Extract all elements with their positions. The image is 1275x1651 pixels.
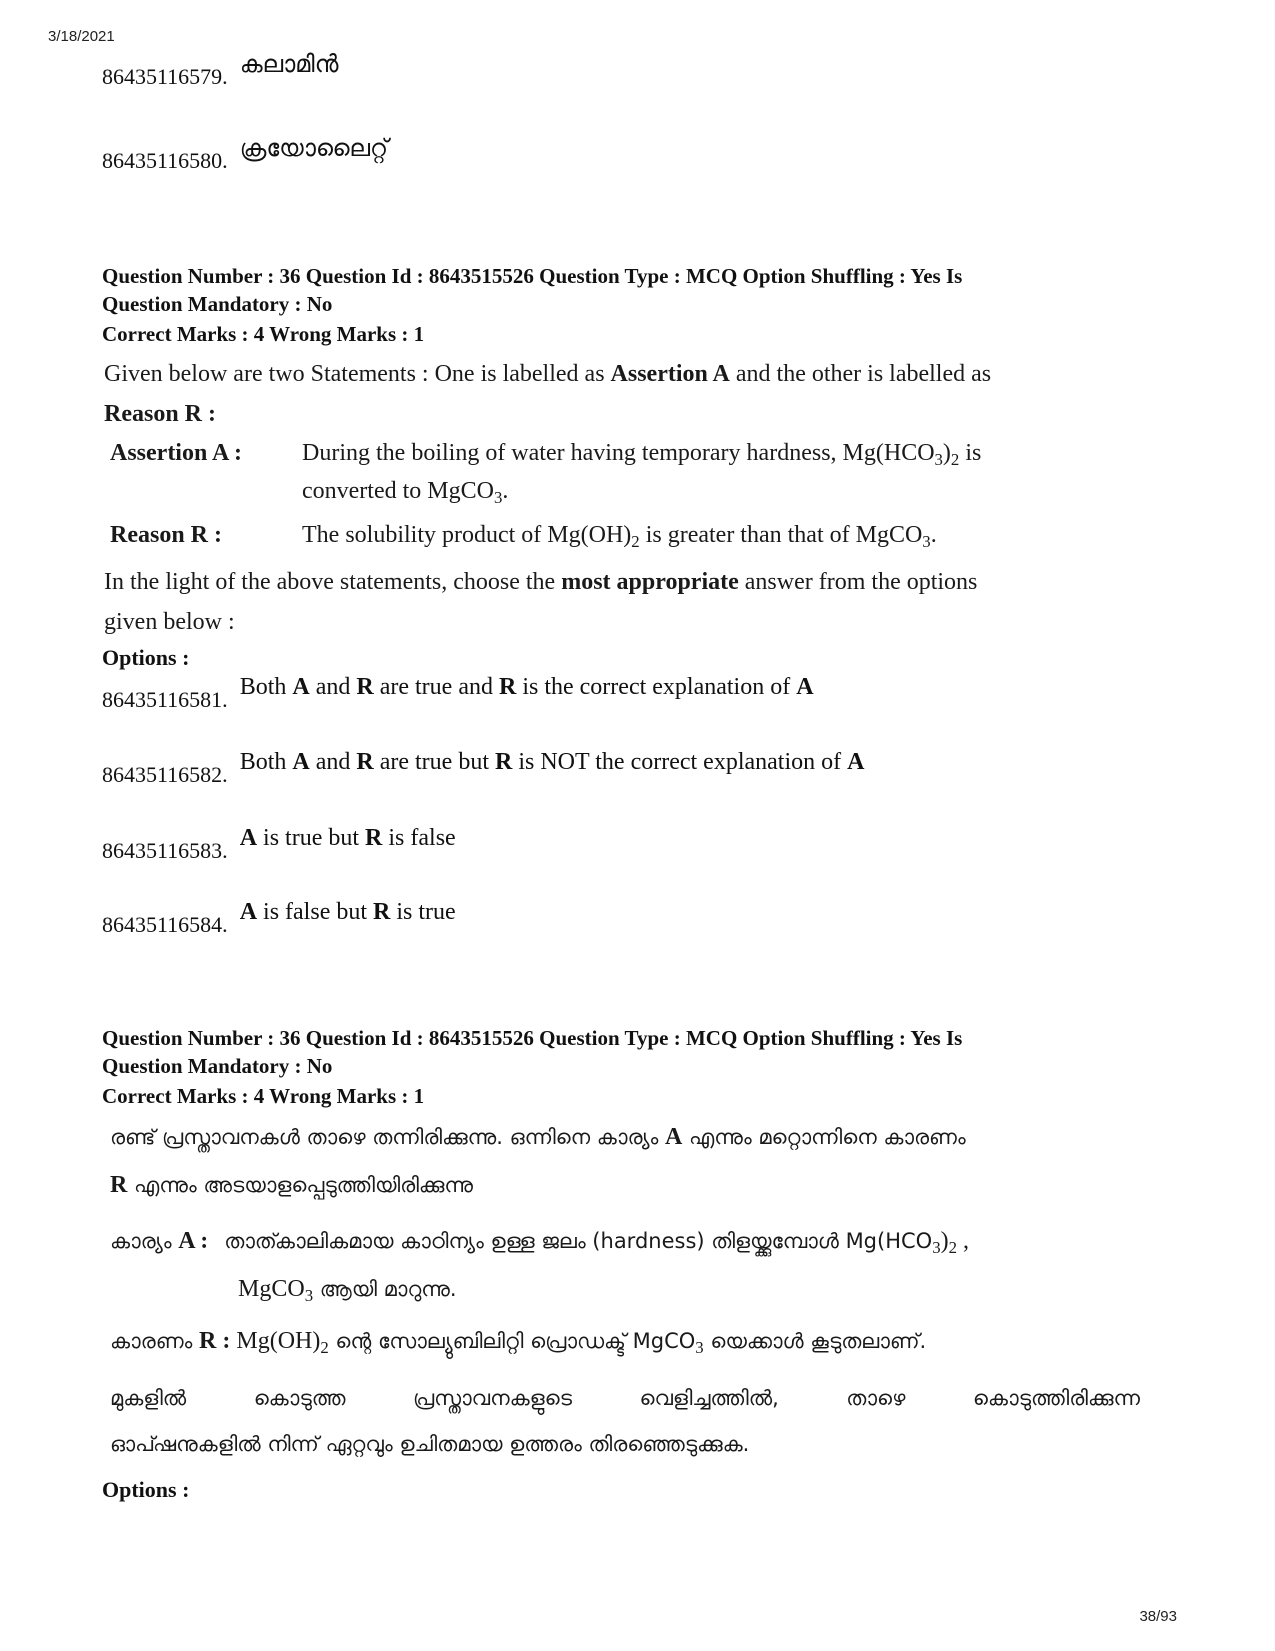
b: R — [365, 825, 383, 851]
subscript: 2 — [948, 1238, 957, 1258]
question-header — [102, 1024, 1182, 1080]
option-row — [102, 899, 456, 938]
text: ) — [942, 440, 951, 466]
text: . — [930, 522, 937, 548]
subscript: 3 — [695, 1338, 704, 1358]
b: R — [110, 1172, 128, 1198]
page-number: 38/93 — [1139, 1608, 1177, 1625]
b: A — [665, 1124, 683, 1150]
text: In the light of the above statements, choose the — [104, 569, 562, 595]
intro-colon: : — [202, 401, 217, 427]
instruction-ml-line1: മുകളിൽ കൊടുത്ത പ്രസ്താവനകളുടെ വെളിച്ചത്തിൽ, താഴെ കൊടുത്തിരിക്കുന്ന — [110, 1386, 1140, 1410]
option-id: 86435116584. — [102, 912, 228, 937]
option-id: 86435116583. — [102, 838, 228, 863]
option-row — [102, 825, 456, 864]
option-text — [240, 825, 456, 852]
options-label: Options : — [102, 1477, 190, 1502]
option-id: 86435116580. — [102, 148, 228, 173]
b: A : — [178, 1228, 209, 1254]
assertion-label: Assertion A : — [110, 440, 242, 466]
t: is true — [390, 899, 456, 925]
t: and — [309, 674, 357, 700]
assertion-label: കാര്യം — [110, 1229, 179, 1253]
text: ) — [940, 1228, 949, 1254]
subscript: 3 — [934, 450, 943, 470]
b: A — [292, 674, 310, 700]
question-header-line1: Question Number : 36 Question Id : 8643515526 Question Type : MCQ Option Shuffling : Yes Is — [102, 1026, 963, 1050]
text: converted to MgCO — [302, 478, 494, 504]
intro-text: and the other is labelled as — [729, 361, 992, 387]
b: R — [498, 674, 517, 700]
b: A — [796, 674, 814, 700]
option-id: 86435116579. — [102, 64, 228, 89]
t: Both — [239, 749, 293, 775]
text: Mg(OH) — [230, 1328, 321, 1354]
reason-text — [302, 522, 937, 552]
text: യെക്കാൾ കൂടുതലാണ്. — [703, 1329, 927, 1353]
question-marks: Correct Marks : 4 Wrong Marks : 1 — [102, 1084, 425, 1108]
option-row — [102, 134, 389, 174]
t: is false but — [257, 899, 374, 925]
instruction-ml-line2: ഓപ്ഷനുകളിൽ നിന്ന് ഏറ്റവും ഉചിതമായ ഉത്തരം തിരഞ്ഞെടുക്കുക. — [110, 1432, 750, 1456]
b: A — [847, 749, 865, 775]
assertion-text-line2 — [302, 478, 509, 508]
subscript: 3 — [493, 488, 503, 508]
t: is false — [382, 825, 456, 851]
reason-ml — [110, 1328, 927, 1358]
t: Both — [239, 674, 293, 700]
option-id: 86435116582. — [102, 762, 228, 787]
intro-reason-term: Reason R — [104, 401, 203, 427]
options-label: Options : — [102, 645, 190, 670]
b: R — [495, 749, 513, 775]
option-text: ക്രയോലൈറ്റ് — [239, 134, 389, 162]
text: is greater than that of MgCO — [639, 522, 923, 548]
subscript: 2 — [631, 532, 640, 552]
reason-label: കാരണം — [110, 1329, 200, 1353]
text: എന്നും അടയാളപ്പെടുത്തിയിരിക്കുന്നു — [127, 1173, 474, 1197]
question-instruction — [104, 562, 1194, 642]
b: A — [292, 749, 310, 775]
text: answer from the options — [738, 569, 978, 595]
b: R — [356, 749, 374, 775]
option-id: 86435116581. — [102, 687, 228, 712]
text: MgCO — [238, 1276, 305, 1302]
emphasis: most appropriate — [561, 569, 739, 595]
text: ആയി മാറുന്നു. — [313, 1277, 457, 1301]
t: are true but — [373, 749, 495, 775]
reason-label: Reason R : — [110, 522, 222, 548]
subscript: 2 — [950, 450, 960, 470]
subscript: 3 — [304, 1286, 314, 1306]
assertion-ml-line2 — [238, 1276, 457, 1306]
text: given below : — [104, 609, 235, 635]
question-marks: Correct Marks : 4 Wrong Marks : 1 — [102, 322, 425, 346]
intro-assertion-term: Assertion A — [610, 361, 730, 387]
question-intro — [104, 354, 1194, 434]
option-row — [102, 50, 339, 90]
subscript: 3 — [922, 532, 931, 552]
option-text — [240, 749, 865, 776]
text: രണ്ട് പ്രസ്താവനകൾ താഴെ തന്നിരിക്കുന്നു. ഒന്നിനെ കാര്യം — [110, 1125, 666, 1149]
text: The solubility product of Mg(OH) — [302, 522, 632, 548]
b: R : — [199, 1328, 231, 1354]
option-text — [240, 674, 814, 701]
question-header-line2: Question Mandatory : No — [102, 1054, 333, 1078]
print-date: 3/18/2021 — [48, 28, 115, 45]
text: During the boiling of water having temporary hardness, Mg(HCO — [302, 440, 935, 466]
question-header-line1: Question Number : 36 Question Id : 8643515526 Question Type : MCQ Option Shuffling : Yes Is — [102, 264, 963, 288]
b: A — [239, 825, 258, 851]
t: is true but — [257, 825, 366, 851]
b: R — [356, 674, 374, 700]
text: , — [956, 1228, 969, 1254]
option-row — [102, 749, 865, 788]
option-row — [102, 674, 814, 713]
t: is the correct explanation of — [516, 674, 797, 700]
t: and — [309, 749, 357, 775]
b: R — [373, 899, 391, 925]
text: is — [959, 440, 982, 466]
t: is NOT the correct explanation of — [512, 749, 848, 775]
subscript: 3 — [932, 1238, 941, 1258]
b: A — [239, 899, 258, 925]
question-intro-ml-line2 — [110, 1172, 473, 1199]
text: ന്റെ സോല്യുബിലിറ്റി പ്രൊഡക്ട് MgCO — [328, 1329, 696, 1353]
text: . — [502, 478, 509, 504]
assertion-text-line1 — [302, 440, 1182, 470]
question-intro-ml-line1 — [110, 1124, 966, 1151]
text: എന്നും മറ്റൊന്നിനെ കാരണം — [682, 1125, 966, 1149]
option-text: കലാമിൻ — [239, 50, 339, 78]
text: താത്കാലികമായ കാഠിന്യം ഉള്ള ജലം (hardness) തിളയ്ക്കുമ്പോൾ Mg(HCO — [224, 1229, 933, 1253]
intro-text: Given below are two Statements : One is labelled as — [104, 361, 611, 387]
question-header — [102, 262, 1182, 318]
subscript: 2 — [320, 1338, 329, 1358]
option-text — [240, 899, 456, 926]
question-header-line2: Question Mandatory : No — [102, 292, 333, 316]
assertion-ml-line1 — [110, 1228, 969, 1258]
t: are true and — [373, 674, 499, 700]
